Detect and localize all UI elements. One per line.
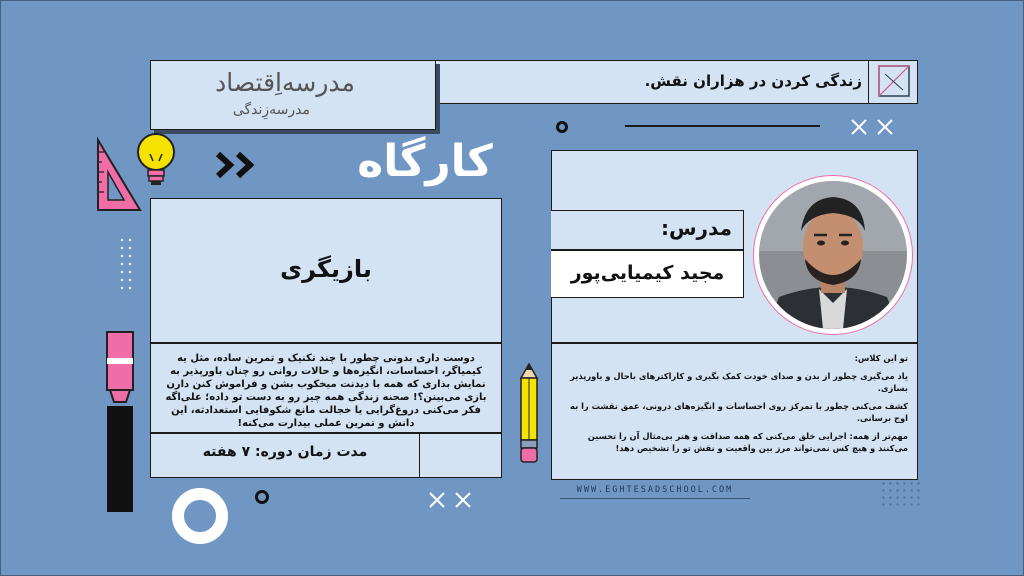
half-ring-decoration (172, 488, 228, 544)
teacher-photo (759, 181, 907, 329)
triangle-ruler-icon (92, 136, 144, 214)
class-info-point: مهم‌تر از همه: اجرایی خلق می‌کنی که همه صداقت و هنر بی‌مثال آن را تحسین می‌کنند و هیچ کس نمی‌تواند مرز بین واقعیت و نقش تو را تشخیص دهد! (587, 431, 908, 453)
hollow-dot-top (556, 121, 568, 133)
logo-main-text: مدرسه‌اِقتصاد (215, 68, 355, 97)
course-description: دوست داری بدونی چطور با چند تکنیک و تمرین ساده، مثل یه کیمیاگر، احساسات، انگیزه‌ها و حالات روانی رو چنان باورپذیر به نمایش بذاری که همه با دیدنت میخکوب بشن و فراموش کنن دارن بازی می‌بینن؟! صحنه زندگی همه چیز رو به دست تو داده؛ علی‌اگه فکر می‌کنی دروغ‌گرایی یا خجالت مانع شکوفایی استعدادته، این دانش و تمرین عملی بیدارت می‌کنه! (165, 353, 487, 429)
highlighter-icon (104, 330, 136, 514)
class-info (563, 352, 908, 460)
tagline: زندگی کردن در هزاران نقش. (644, 72, 862, 90)
cross-marks-bottom (428, 490, 478, 510)
school-logo-icon (869, 60, 919, 104)
teacher-label: مدرس: (660, 216, 732, 240)
dot-grid-right (880, 480, 920, 510)
course-duration: مدت زمان دوره: ۷ هفته (202, 444, 368, 460)
logo-sub-text: مدرسه‌زِندگی (232, 102, 310, 118)
corner-logo-box (868, 60, 918, 104)
header-underline (625, 125, 820, 127)
hollow-dot-bottom (255, 490, 269, 504)
course-title: بازیگری (280, 255, 372, 283)
class-info-intro: تو این کلاس: (854, 353, 908, 363)
dot-grid-left (118, 236, 134, 292)
cross-marks-top (850, 117, 900, 137)
workshop-label: کارگاه (357, 136, 493, 187)
teacher-panel-divider (551, 342, 918, 344)
double-chevron-icon (214, 148, 264, 182)
class-info-point: کشف می‌کنی چطور با تمرکز روی احساسات و انگیزه‌های درونی، عمق نقشت را به اوج برسانی. (570, 401, 908, 423)
class-info-point: یاد می‌گیری چطور از بدن و صدای خودت کمک بگیری و کاراکترهای باحال و باورپذیر بسازی. (570, 371, 908, 393)
website-url[interactable]: WWW.EGHTESADSCHOOL.COM (576, 485, 734, 495)
course-divider-top (150, 342, 502, 344)
website-underline (560, 498, 750, 499)
teacher-name: مجید کیمیایی‌پور (570, 262, 725, 284)
pencil-icon (514, 362, 544, 466)
